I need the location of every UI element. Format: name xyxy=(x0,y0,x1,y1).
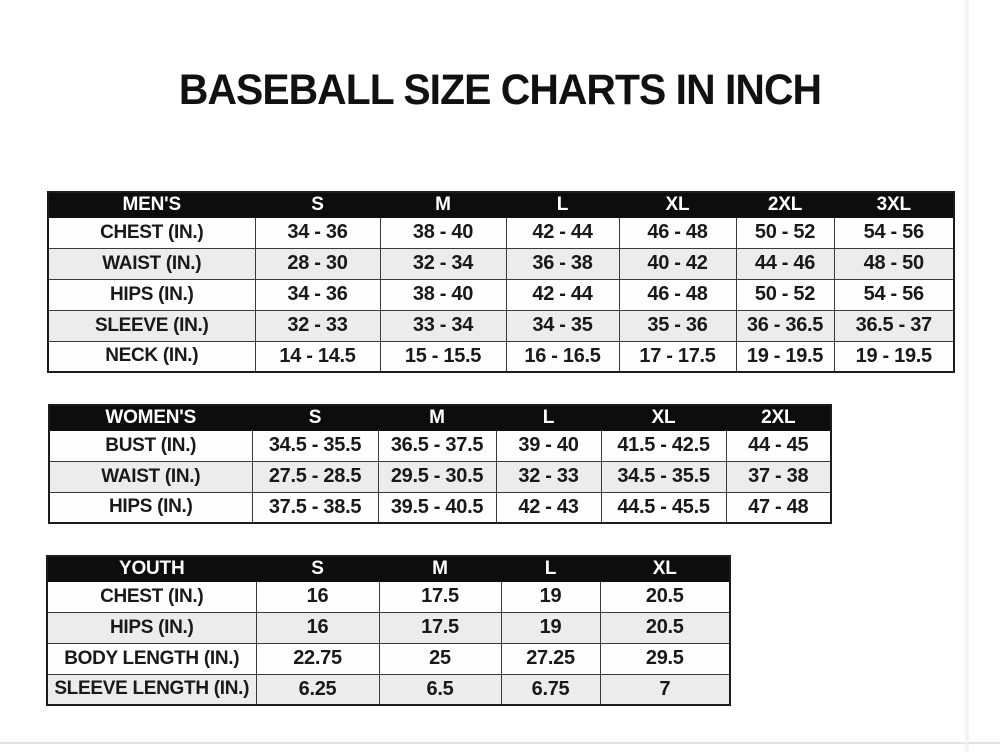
size-value-cell: 42 - 43 xyxy=(496,492,601,523)
size-value-cell: 14 - 14.5 xyxy=(255,341,380,372)
size-value-cell: 46 - 48 xyxy=(619,279,736,310)
row-label-cell: CHEST (IN.) xyxy=(47,581,256,612)
size-value-cell: 50 - 52 xyxy=(736,279,834,310)
row-label-cell: SLEEVE (IN.) xyxy=(48,310,255,341)
size-value-cell: 6.75 xyxy=(501,674,600,705)
size-value-cell: 34 - 36 xyxy=(255,217,380,248)
column-header-cell: 3XL xyxy=(834,192,954,217)
womens-size-table xyxy=(48,404,832,524)
row-label-cell: NECK (IN.) xyxy=(48,341,255,372)
size-value-cell: 33 - 34 xyxy=(380,310,506,341)
table-title-cell: YOUTH xyxy=(47,556,256,581)
header-row xyxy=(49,405,831,430)
size-value-cell: 6.5 xyxy=(379,674,501,705)
size-value-cell: 34.5 - 35.5 xyxy=(252,430,378,461)
table-row xyxy=(47,643,730,674)
size-value-cell: 50 - 52 xyxy=(736,217,834,248)
column-header-cell: S xyxy=(255,192,380,217)
column-header-cell: 2XL xyxy=(726,405,831,430)
size-value-cell: 22.75 xyxy=(256,643,379,674)
size-value-cell: 25 xyxy=(379,643,501,674)
size-value-cell: 19 xyxy=(501,581,600,612)
size-value-cell: 35 - 36 xyxy=(619,310,736,341)
size-value-cell: 20.5 xyxy=(600,581,730,612)
column-header-cell: XL xyxy=(619,192,736,217)
page-title: BASEBALL SIZE CHARTS IN INCH xyxy=(178,66,822,114)
size-value-cell: 16 - 16.5 xyxy=(506,341,619,372)
table-row xyxy=(48,217,954,248)
size-value-cell: 36.5 - 37 xyxy=(834,310,954,341)
scan-artifact-bottom-line xyxy=(0,742,1000,744)
table-row xyxy=(48,341,954,372)
size-value-cell: 20.5 xyxy=(600,612,730,643)
column-header-cell: L xyxy=(506,192,619,217)
column-header-cell: XL xyxy=(601,405,726,430)
size-value-cell: 17 - 17.5 xyxy=(619,341,736,372)
size-value-cell: 46 - 48 xyxy=(619,217,736,248)
size-value-cell: 19 - 19.5 xyxy=(736,341,834,372)
size-value-cell: 44.5 - 45.5 xyxy=(601,492,726,523)
size-value-cell: 29.5 xyxy=(600,643,730,674)
size-value-cell: 34 - 36 xyxy=(255,279,380,310)
size-value-cell: 42 - 44 xyxy=(506,217,619,248)
column-header-cell: L xyxy=(496,405,601,430)
size-value-cell: 54 - 56 xyxy=(834,279,954,310)
size-value-cell: 19 - 19.5 xyxy=(834,341,954,372)
size-value-cell: 36 - 36.5 xyxy=(736,310,834,341)
row-label-cell: BUST (IN.) xyxy=(49,430,252,461)
size-value-cell: 47 - 48 xyxy=(726,492,831,523)
size-value-cell: 17.5 xyxy=(379,581,501,612)
size-value-cell: 36 - 38 xyxy=(506,248,619,279)
size-value-cell: 38 - 40 xyxy=(380,279,506,310)
table-row xyxy=(47,612,730,643)
size-value-cell: 38 - 40 xyxy=(380,217,506,248)
size-value-cell: 27.5 - 28.5 xyxy=(252,461,378,492)
size-value-cell: 32 - 34 xyxy=(380,248,506,279)
size-value-cell: 32 - 33 xyxy=(496,461,601,492)
header-row xyxy=(47,556,730,581)
size-value-cell: 19 xyxy=(501,612,600,643)
size-value-cell: 40 - 42 xyxy=(619,248,736,279)
size-value-cell: 16 xyxy=(256,581,379,612)
size-value-cell: 48 - 50 xyxy=(834,248,954,279)
column-header-cell: M xyxy=(379,556,501,581)
size-value-cell: 36.5 - 37.5 xyxy=(378,430,496,461)
size-value-cell: 15 - 15.5 xyxy=(380,341,506,372)
table-title-cell: MEN'S xyxy=(48,192,255,217)
header-row xyxy=(48,192,954,217)
size-value-cell: 37 - 38 xyxy=(726,461,831,492)
size-value-cell: 41.5 - 42.5 xyxy=(601,430,726,461)
row-label-cell: WAIST (IN.) xyxy=(48,248,255,279)
size-value-cell: 28 - 30 xyxy=(255,248,380,279)
column-header-cell: M xyxy=(378,405,496,430)
size-value-cell: 37.5 - 38.5 xyxy=(252,492,378,523)
row-label-cell: HIPS (IN.) xyxy=(47,612,256,643)
size-value-cell: 27.25 xyxy=(501,643,600,674)
column-header-cell: S xyxy=(252,405,378,430)
table-row xyxy=(47,674,730,705)
table-row xyxy=(49,461,831,492)
mens-size-table xyxy=(47,191,955,373)
row-label-cell: HIPS (IN.) xyxy=(48,279,255,310)
column-header-cell: L xyxy=(501,556,600,581)
column-header-cell: M xyxy=(380,192,506,217)
size-value-cell: 7 xyxy=(600,674,730,705)
row-label-cell: HIPS (IN.) xyxy=(49,492,252,523)
row-label-cell: BODY LENGTH (IN.) xyxy=(47,643,256,674)
row-label-cell: CHEST (IN.) xyxy=(48,217,255,248)
size-value-cell: 39.5 - 40.5 xyxy=(378,492,496,523)
table-row xyxy=(49,492,831,523)
row-label-cell: WAIST (IN.) xyxy=(49,461,252,492)
size-value-cell: 42 - 44 xyxy=(506,279,619,310)
size-value-cell: 6.25 xyxy=(256,674,379,705)
table-row xyxy=(48,248,954,279)
size-value-cell: 44 - 46 xyxy=(736,248,834,279)
size-value-cell: 44 - 45 xyxy=(726,430,831,461)
table-row xyxy=(48,279,954,310)
size-value-cell: 32 - 33 xyxy=(255,310,380,341)
scan-artifact-right-band xyxy=(965,0,969,752)
size-value-cell: 17.5 xyxy=(379,612,501,643)
size-value-cell: 29.5 - 30.5 xyxy=(378,461,496,492)
table-row xyxy=(48,310,954,341)
size-value-cell: 39 - 40 xyxy=(496,430,601,461)
youth-size-table xyxy=(46,555,731,706)
size-value-cell: 16 xyxy=(256,612,379,643)
table-row xyxy=(49,430,831,461)
table-title-cell: WOMEN'S xyxy=(49,405,252,430)
column-header-cell: XL xyxy=(600,556,730,581)
table-row xyxy=(47,581,730,612)
size-value-cell: 54 - 56 xyxy=(834,217,954,248)
size-value-cell: 34.5 - 35.5 xyxy=(601,461,726,492)
column-header-cell: 2XL xyxy=(736,192,834,217)
row-label-cell: SLEEVE LENGTH (IN.) xyxy=(47,674,256,705)
column-header-cell: S xyxy=(256,556,379,581)
size-value-cell: 34 - 35 xyxy=(506,310,619,341)
